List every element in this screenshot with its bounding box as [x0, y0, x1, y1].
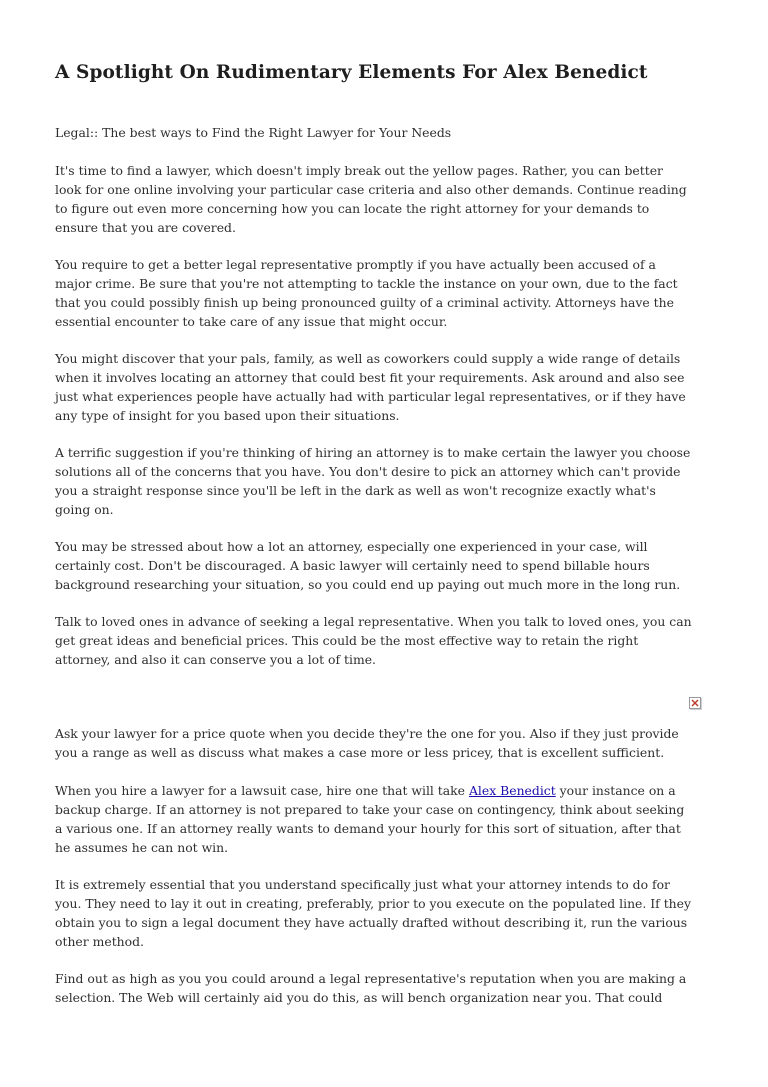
- paragraph: [55, 350, 715, 426]
- subtitle: Legal:: The best ways to Find the Right Lawyer for Your Needs: [55, 125, 452, 140]
- text-line: solutions all of the concerns that you have. You don't desire to pick an attorney which can't provide: [55, 463, 681, 479]
- paragraph: [55, 162, 715, 238]
- text-line: It's time to find a lawyer, which doesn't imply break out the yellow pages. Rather, you can better: [55, 163, 663, 178]
- text-line: A terrific suggestion if you're thinking of hiring an attorney is to make certain the lawyer you choose: [55, 445, 691, 460]
- text-line: look for one online involving your particular case criteria and also other demands. Continue reading: [55, 181, 687, 197]
- paragraph-with-link: [55, 782, 715, 858]
- alex-benedict-link[interactable]: Alex Benedict: [468, 783, 556, 798]
- text-line: major crime. Be sure that you're not attempting to tackle the instance on your own, due to the fact: [55, 275, 678, 291]
- text-line: when it involves locating an attorney that could best fit your requirements. Ask around and also see: [55, 369, 685, 385]
- text-line: certainly cost. Don't be discouraged. A basic lawyer will certainly need to spend billable hours: [55, 557, 650, 573]
- text-line: just what experiences people have actually had with particular legal representatives, or if they have: [55, 388, 686, 404]
- paragraph: [55, 444, 715, 520]
- paragraph: [55, 725, 715, 763]
- text-line: ensure that you are covered.: [55, 219, 236, 235]
- text-line: a various one. If an attorney really wants to demand your hourly for this sort of situation, after that: [55, 820, 681, 836]
- text-before-link: When you hire a lawyer for a lawsuit case, hire one that will take: [55, 783, 469, 798]
- text-line: Talk to loved ones in advance of seeking a legal representative. When you talk to loved ones, you can: [55, 614, 692, 629]
- text-line: It is extremely essential that you understand specifically just what your attorney intends to do for: [55, 877, 670, 892]
- paragraph: [55, 256, 715, 332]
- text-line: You require to get a better legal representative promptly if you have actually been accused of a: [55, 257, 656, 272]
- text-line: selection. The Web will certainly aid you do this, as will bench organization near you. That could: [55, 989, 663, 1005]
- text-line: you. They need to lay it out in creating, preferably, prior to you execute on the populated line. If they: [55, 895, 691, 911]
- paragraph: [55, 538, 715, 595]
- text-line: attorney, and also it can conserve you a lot of time.: [55, 651, 376, 667]
- text-line: [55, 782, 715, 801]
- text-line: Find out as high as you you could around a legal representative's reputation when you are making a: [55, 971, 687, 986]
- text-line: essential encounter to take care of any issue that might occur.: [55, 313, 448, 329]
- text-line: get great ideas and beneficial prices. This could be the most effective way to retain the right: [55, 632, 639, 648]
- text-line: You might discover that your pals, family, as well as coworkers could supply a wide range of details: [55, 351, 681, 366]
- text-line: Ask your lawyer for a price quote when you decide they're the one for you. Also if they just provide: [55, 726, 679, 741]
- close-x-glyph: [691, 699, 699, 707]
- text-line: you a range as well as discuss what makes a case more or less pricey, that is excellent sufficient.: [55, 744, 665, 760]
- text-line: going on.: [55, 501, 114, 517]
- text-line: You may be stressed about how a lot an attorney, especially one experienced in your case, will: [55, 539, 648, 554]
- broken-image-icon: [689, 697, 701, 709]
- page-title: A Spotlight On Rudimentary Elements For Alex Benedict: [55, 62, 648, 83]
- text-line: other method.: [55, 933, 144, 949]
- paragraph: [55, 613, 715, 670]
- text-line: to figure out even more concerning how you can locate the right attorney for your demands to: [55, 200, 650, 216]
- text-line: that you could possibly finish up being pronounced guilty of a criminal activity. Attorneys have the: [55, 294, 674, 310]
- text-line: background researching your situation, so you could end up paying out much more in the long run.: [55, 576, 681, 592]
- text-line: he assumes he can not win.: [55, 839, 229, 855]
- text-line: any type of insight for you based upon their situations.: [55, 407, 400, 423]
- text-line: you a straight response since you'll be left in the dark as well as won't recognize exactly what's: [55, 482, 656, 498]
- paragraph: [55, 876, 715, 952]
- paragraph: [55, 970, 715, 1008]
- text-after-link: your instance on a: [555, 783, 676, 798]
- text-line: backup charge. If an attorney is not prepared to take your case on contingency, think about seeking: [55, 801, 685, 817]
- text-line: obtain you to sign a legal document they have actually drafted without describing it, run the various: [55, 914, 688, 930]
